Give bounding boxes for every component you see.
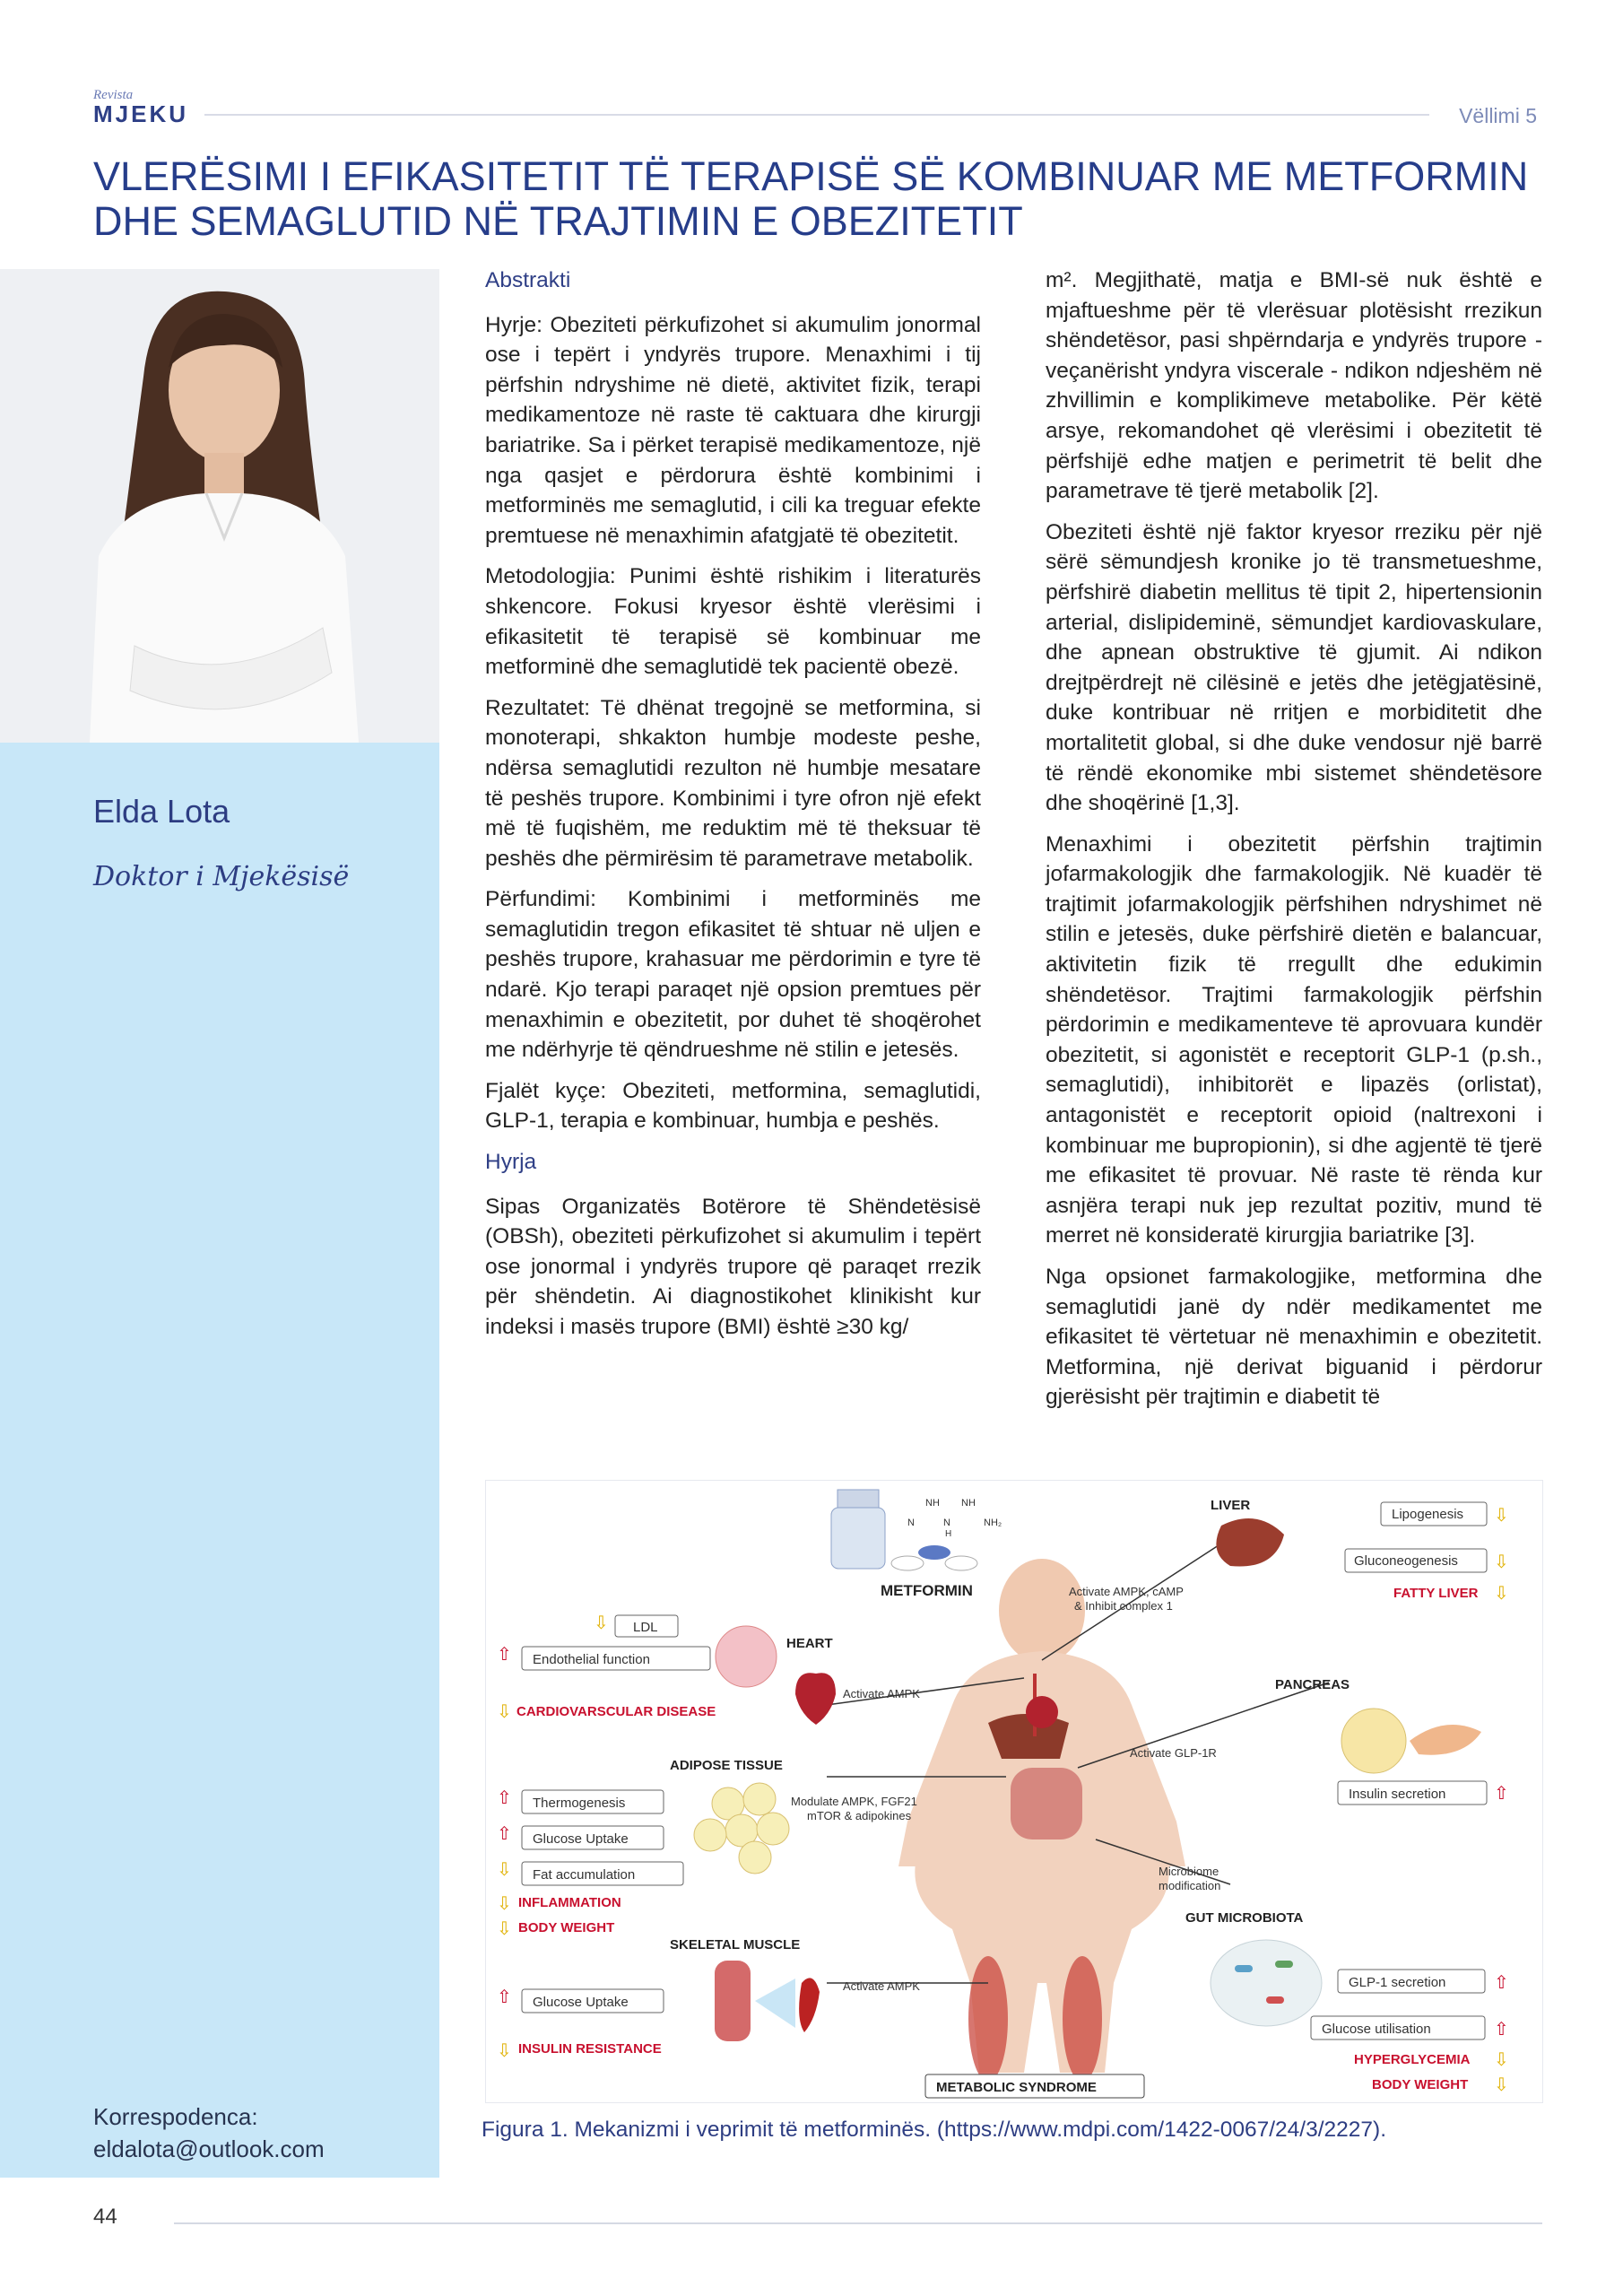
- skeletal-muscle-label: SKELETAL MUSCLE: [670, 1937, 801, 1952]
- page-number: 44: [93, 2205, 117, 2229]
- insulin-secretion-label: Insulin secretion: [1349, 1787, 1446, 1802]
- microbiome-label-1: Microbiome: [1159, 1865, 1219, 1878]
- down-arrow-icon: ⇩: [594, 1613, 609, 1633]
- text-column-1: [485, 265, 981, 1353]
- article-title: VLERËSIMI I EFIKASITETIT TË TERAPISË SË KOMBINUAR ME METFORMIN DHE SEMAGLUTID NË TRAJTIMIN E OBEZITETIT: [93, 153, 1529, 244]
- down-arrow-icon: ⇩: [497, 1860, 512, 1880]
- glp1-secretion-label: GLP-1 secretion: [1349, 1975, 1446, 1990]
- volume-label: Vëllimi 5: [1459, 104, 1537, 127]
- intro-paragraph-4: Menaxhimi i obezitetit përfshin trajtimin jofarmakologjik dhe farmakologjik. Në kuadër të trajtimit jofarmakologjik përfshihen ndryshimet në stilin e jetesës, duke përfshirë dietën e balancuar, aktivitetin fizik të rregullt dhe edukimin shëndetësor. Trajtimi farmakologjik përfshin përdorimin e medikamenteve të aprovuara kundër obezitetit, si agonistët e receptorit GLP-1 (p.sh., semaglutidi), inhibitorët e lipazës (orlistat), antagonistët e receptorit opioid (naltrexoni i kombinuar me bupropionin), si dhe agjentë të tjerë me efikasitet të provuar. Në raste të rënda kur asnjëra terapi nuk jep rezultat pozitiv, mund të merret në konsideratë kirurgjia bariatrike [3].: [1046, 831, 1542, 1248]
- insulin-resistance-label: INSULIN RESISTANCE: [518, 2041, 662, 2057]
- author-sidebar: [0, 743, 439, 2178]
- author-name: Elda Lota: [93, 793, 230, 830]
- up-arrow-icon: ⇧: [1494, 2020, 1509, 2039]
- fatty-liver-label: FATTY LIVER: [1393, 1586, 1479, 1601]
- hyperglycemia-label: HYPERGLYCEMIA: [1354, 2052, 1471, 2067]
- up-arrow-icon: ⇧: [1494, 1973, 1509, 1993]
- correspondence-label: Korrespodenca:: [93, 2103, 258, 2130]
- intro-paragraph-1: Sipas Organizatës Botërore të Shëndetësisë (OBSh), obeziteti përkufizohet si akumulim i tepërt ose jonormal i yndyrës trupore që paraqet rrezik për shëndetin. Ai diagnostikohet klinikisht kur indeksi i masës trupore (BMI) është ≥30 kg/: [485, 1194, 981, 1339]
- up-arrow-icon: ⇧: [497, 1788, 512, 1808]
- inflammation-label: INFLAMMATION: [518, 1895, 621, 1910]
- structure-h: H: [945, 1529, 952, 1539]
- body-silhouette-icon: [898, 1559, 1185, 2082]
- abstract-intro: Hyrje: Obeziteti përkufizohet si akumulim jonormal ose i tepërt i yndyrës trupore. Menaxhimi i tij përfshin ndryshime në dietë, aktivitet fizik, terapi medikamentoze në raste të caktuara dhe kirurgji bariatrike. Sa i përket terapisë medikamentoze, një nga qasjet e përdorura është kombinimi i metforminës me semaglutid, i cili ka treguar efekte premtuese në menaxhimin afatgjatë të obezitetit.: [485, 312, 981, 548]
- heart-icon: [795, 1673, 836, 1725]
- intro-heading: Hyrja: [485, 1150, 537, 1175]
- glucose-utilisation-label: Glucose utilisation: [1322, 2022, 1431, 2037]
- intro-paragraph-2: m². Megjithatë, matja e BMI-së nuk është e mjaftueshme për të vlerësuar plotësisht rrezikun shëndetësor, pasi shpërndarja e yndyrës trupore - veçanërisht yndyra viscerale - ndikon ndjeshëm në zhvillimin e komplikimeve metabolike. Për këtë arsye, rekomandohet që vlerësimi i obezitetit të përfshijë edhe matjen e perimetrit të belit dhe parametrave të tjerë metabolik [2].: [1046, 268, 1542, 504]
- journal-logo: [93, 88, 189, 127]
- down-arrow-icon: ⇩: [1494, 2050, 1509, 2070]
- lipogenesis-label: Lipogenesis: [1392, 1507, 1464, 1522]
- muscle-icon: [799, 1978, 820, 2032]
- vessel-icon: [716, 1626, 777, 1687]
- structure-nh1: NH: [925, 1498, 940, 1509]
- modulate-label-1: Modulate AMPK, FGF21: [791, 1795, 917, 1808]
- liver-label: LIVER: [1211, 1498, 1251, 1513]
- microbiome-label-2: modification: [1159, 1879, 1221, 1892]
- fat-accumulation-label: Fat accumulation: [533, 1867, 636, 1883]
- down-arrow-icon: ⇩: [1494, 1584, 1509, 1604]
- correspondence: [93, 2100, 325, 2165]
- up-arrow-icon: ⇧: [1494, 1784, 1509, 1804]
- endothelial-label: Endothelial function: [533, 1652, 650, 1667]
- structure-nh2: NH: [961, 1498, 976, 1509]
- structure-n1: N: [907, 1518, 915, 1528]
- bacteria-icon: [1211, 1940, 1322, 2026]
- author-role: Doktor i Mjekësisë: [93, 861, 350, 892]
- down-arrow-icon: ⇩: [497, 1702, 512, 1722]
- body-weight-adipose-label: BODY WEIGHT: [518, 1920, 615, 1935]
- intro-paragraph-3: Obeziteti është një faktor kryesor rreziku për një sërë sëmundjesh kronike jo të transmetueshme, përfshirë diabetin mellitus të tipit 2, hipertensionin arterial, dislipideminë, sëmundjet kardiovaskulare, dhe apnean obstruktive të gjumit. Ai ndikon drejtpërdrejt në cilësinë e jetës dhe jetëgjatësinë, duke kontribuar në rritjen e morbiditetit dhe mortalitetit global, si dhe duke vendosur një barrë të rëndë ekonomike mbi sistemet shëndetësore dhe shoqërinë [1,3].: [1046, 519, 1542, 816]
- down-arrow-icon: ⇩: [1494, 1552, 1509, 1572]
- pancreas-islet-icon: [1341, 1709, 1406, 1773]
- down-arrow-icon: ⇩: [1494, 2075, 1509, 2095]
- heart-label: HEART: [786, 1636, 833, 1651]
- modulate-label-2: mTOR & adipokines: [807, 1809, 912, 1822]
- thermogenesis-label: Thermogenesis: [533, 1796, 626, 1811]
- ampk-camp-label: Activate AMPK, cAMP: [1069, 1585, 1184, 1598]
- pancreas-label: PANCREAS: [1275, 1677, 1350, 1692]
- structure-nh2b: NH₂: [984, 1518, 1002, 1528]
- structure-n2: N: [943, 1518, 950, 1528]
- abstract-methods: Metodologjia: Punimi është rishikim i literaturës shkencore. Fokusi kryesor është vlerësimi i efikasitetit të terapisë së kombinuar me metforminë dhe semaglutidë tek pacientë obezë.: [485, 564, 981, 680]
- metformin-label: METFORMIN: [881, 1582, 973, 1599]
- muscle-fiber-icon: [715, 1961, 751, 2041]
- intro-paragraph-5: Nga opsionet farmakologjike, metformina dhe semaglutidi janë dy ndër medikamentet me efikasitet të vërtetuar në menaxhimin e obezitetit. Metformina, një derivat biguanid i përdorur gjerësisht për trajtimin e diabetit të: [1046, 1265, 1542, 1410]
- figure-caption: Figura 1. Mekanizmi i veprimit të metforminës. (https://www.mdpi.com/1422-0067/24/3/2227).: [482, 2118, 1386, 2142]
- liver-icon: [1216, 1518, 1284, 1567]
- logo-small-text: Revista: [93, 88, 134, 102]
- cvd-label: CARDIOVARSCULAR DISEASE: [516, 1704, 716, 1719]
- metabolic-syndrome-label: METABOLIC SYNDROME: [936, 2080, 1097, 2095]
- figure-1: [485, 1480, 1543, 2103]
- header-rule: [204, 114, 1429, 116]
- body-weight-gut-label: BODY WEIGHT: [1372, 2077, 1469, 2092]
- abstract-results: Rezultatet: Të dhënat tregojnë se metformina, si monoterapi, shkakton humbje modeste peshe, ndërsa semaglutidi rezulton në humbje mesatare të peshës trupore. Kombinimi i tyre ofron një efekt më të fuqishëm, me reduktim më të theksuar të peshës dhe përmirësim të parametrave metabolik.: [485, 695, 981, 871]
- metformin-mechanism-diagram: [486, 1481, 1544, 2104]
- pill-icon: [945, 1556, 977, 1570]
- gut-microbiota-label: GUT MICROBIOTA: [1185, 1910, 1304, 1926]
- up-arrow-icon: ⇧: [497, 1824, 512, 1844]
- activate-ampk-heart-label: Activate AMPK: [843, 1687, 920, 1700]
- inhibit-complex-label: & Inhibit complex 1: [1074, 1599, 1173, 1613]
- abstract-conclusion: Përfundimi: Kombinimi i metforminës me semaglutidin tregon efikasitet të shtuar në uljen e peshës trupore, krahasuar me përdorimin e tyre të ndarë. Kjo terapi paraqet një opsion premtues për menaxhimin e obezitetit, por duhet të shoqërohet me ndërhyrje të qëndrueshme në stilin e jetesës.: [485, 887, 981, 1063]
- glucose-uptake-adipose-label: Glucose Uptake: [533, 1831, 629, 1847]
- pill-icon: [918, 1545, 950, 1560]
- correspondence-email[interactable]: eldalota@outlook.com: [93, 2135, 325, 2162]
- text-column-2: [1046, 265, 1542, 1423]
- down-arrow-icon: ⇩: [497, 2041, 512, 2061]
- adipose-cells-icon: [694, 1783, 789, 1874]
- up-arrow-icon: ⇧: [497, 1987, 512, 2007]
- pill-bottle-icon: [831, 1508, 885, 1569]
- glucose-uptake-muscle-label: Glucose Uptake: [533, 1995, 629, 2010]
- author-portrait-icon: [0, 269, 439, 743]
- activate-ampk-muscle-label: Activate AMPK: [843, 1979, 920, 1993]
- down-arrow-icon: ⇩: [497, 1894, 512, 1914]
- footer-rule: [174, 2222, 1542, 2224]
- pill-icon: [891, 1556, 924, 1570]
- down-arrow-icon: ⇩: [497, 1919, 512, 1939]
- ldl-label: LDL: [633, 1620, 658, 1635]
- up-arrow-icon: ⇧: [497, 1645, 512, 1665]
- author-photo: [0, 269, 439, 743]
- down-arrow-icon: ⇩: [1494, 1506, 1509, 1526]
- glp1r-label: Activate GLP-1R: [1130, 1746, 1217, 1760]
- logo-big-text: MJEKU: [93, 100, 189, 127]
- adipose-label: ADIPOSE TISSUE: [670, 1758, 783, 1773]
- pancreas-icon: [1410, 1725, 1481, 1755]
- gluconeogenesis-label: Gluconeogenesis: [1354, 1553, 1458, 1569]
- abstract-heading: Abstrakti: [485, 268, 571, 292]
- keywords: Fjalët kyçe: Obeziteti, metformina, semaglutidi, GLP-1, terapia e kombinuar, humbja e peshës.: [485, 1078, 981, 1134]
